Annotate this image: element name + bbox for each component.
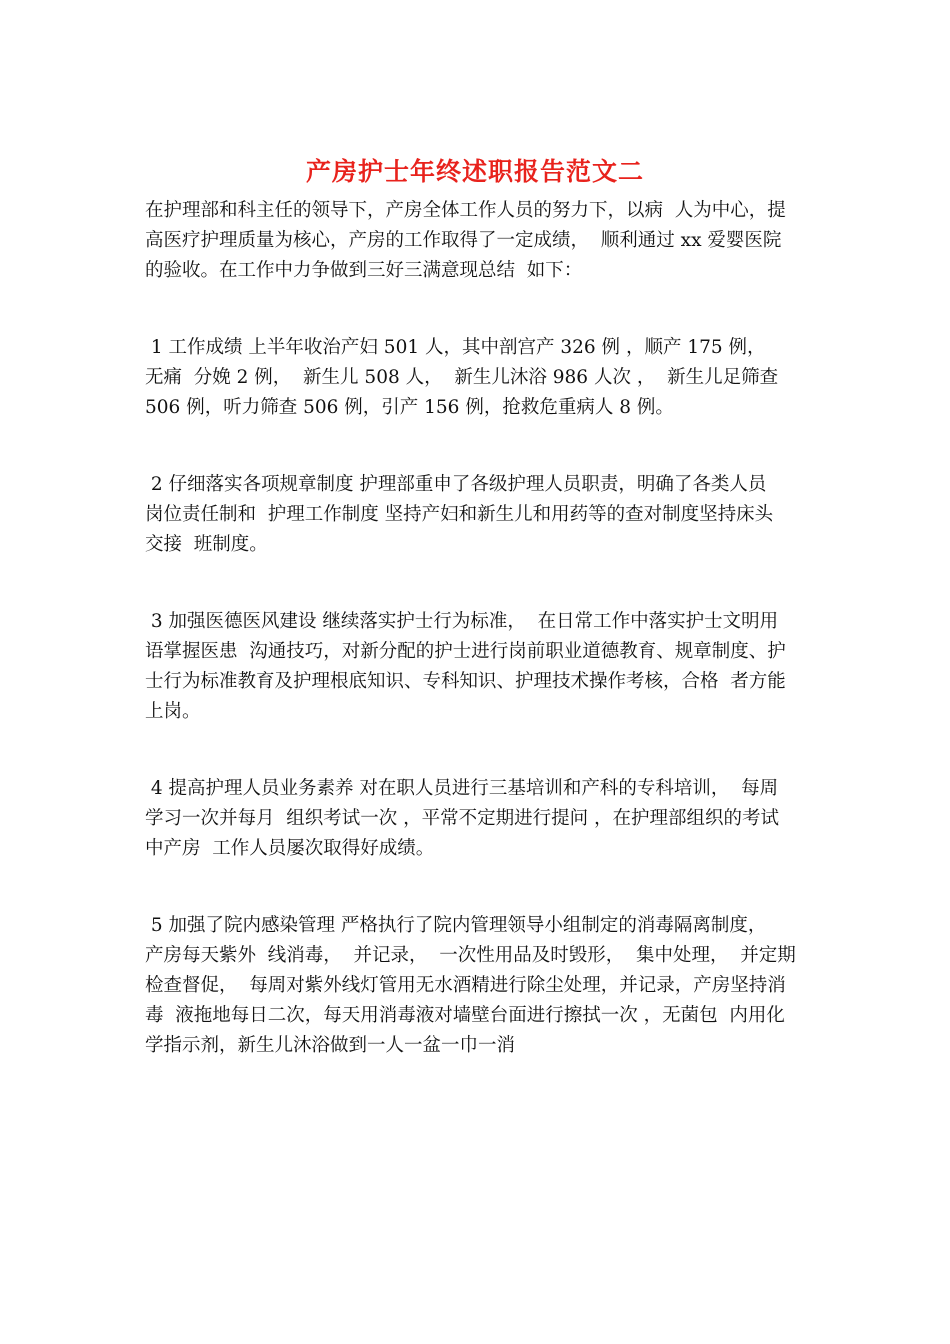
text-line: 无痛 分娩 2 例， 新生儿 508 人， 新生儿沐浴 986 人次 ， 新生儿足筛查 [145,367,779,388]
section-paragraph-4 [145,774,807,864]
text-line: 的验收。在工作中力争做到三好三满意现总结 如下： [145,260,583,281]
text-line: 毒 液拖地每日二次，每天用消毒液对墙壁台面进行擦拭一次 ，无菌包 内用化 [145,1005,785,1026]
paragraph-gap [145,286,807,333]
text-line: 在护理部和科主任的领导下，产房全体工作人员的努力下，以病 人为中心，提 [145,200,786,221]
text-line: 士行为标准教育及护理根底知识、专科知识、护理技术操作考核，合格 者方能 [145,671,786,692]
paragraph-gap [145,423,807,470]
page-title: 产房护士年终述职报告范文二 [305,157,644,186]
section-paragraph-2 [145,470,807,560]
section-paragraph-3 [145,607,807,727]
text-line: 产房每天紫外 线消毒， 并记录， 一次性用品及时毁形， 集中处理， 并定期 [145,945,796,966]
paragraph-gap [145,560,807,607]
section-paragraph-5 [145,911,807,1061]
text-line: 岗位责任制和 护理工作制度 坚持产妇和新生儿和用药等的查对制度坚持床头 [145,504,774,525]
paragraph-gap [145,864,807,911]
document-body [145,196,807,1061]
text-line: 1 工作成绩 上半年收治产妇 501 人，其中剖宫产 326 例 ，顺产 175 例， [145,337,766,358]
text-line: 5 加强了院内感染管理 严格执行了院内管理领导小组制定的消毒隔离制度， [145,915,767,936]
text-line: 语掌握医患 沟通技巧，对新分配的护士进行岗前职业道德教育、规章制度、护 [145,641,786,662]
text-line: 学指示剂，新生儿沐浴做到一人一盆一巾一消 [145,1035,516,1056]
text-line: 交接 班制度。 [145,534,268,555]
text-line: 高医疗护理质量为核心，产房的工作取得了一定成绩， 顺利通过 xx 爱婴医院 [145,230,782,251]
text-line: 506 例，听力筛查 506 例，引产 156 例，抢救危重病人 8 例。 [145,397,674,418]
paragraph-gap [145,727,807,774]
text-line: 学习一次并每月 组织考试一次 ，平常不定期进行提问 ，在护理部组织的考试 [145,808,780,829]
intro-paragraph [145,196,807,286]
text-line: 3 加强医德医风建设 继续落实护士行为标准， 在日常工作中落实护士文明用 [145,611,779,632]
text-line: 4 提高护理人员业务素养 对在职人员进行三基培训和产科的专科培训， 每周 [145,778,779,799]
text-line: 2 仔细落实各项规章制度 护理部重申了各级护理人员职责，明确了各类人员 [145,474,767,495]
text-line: 上岗。 [145,701,201,722]
text-line: 中产房 工作人员屡次取得好成绩。 [145,838,435,859]
section-paragraph-1 [145,333,807,423]
text-line: 检查督促， 每周对紫外线灯管用无水酒精进行除尘处理，并记录，产房坚持消 [145,975,786,996]
